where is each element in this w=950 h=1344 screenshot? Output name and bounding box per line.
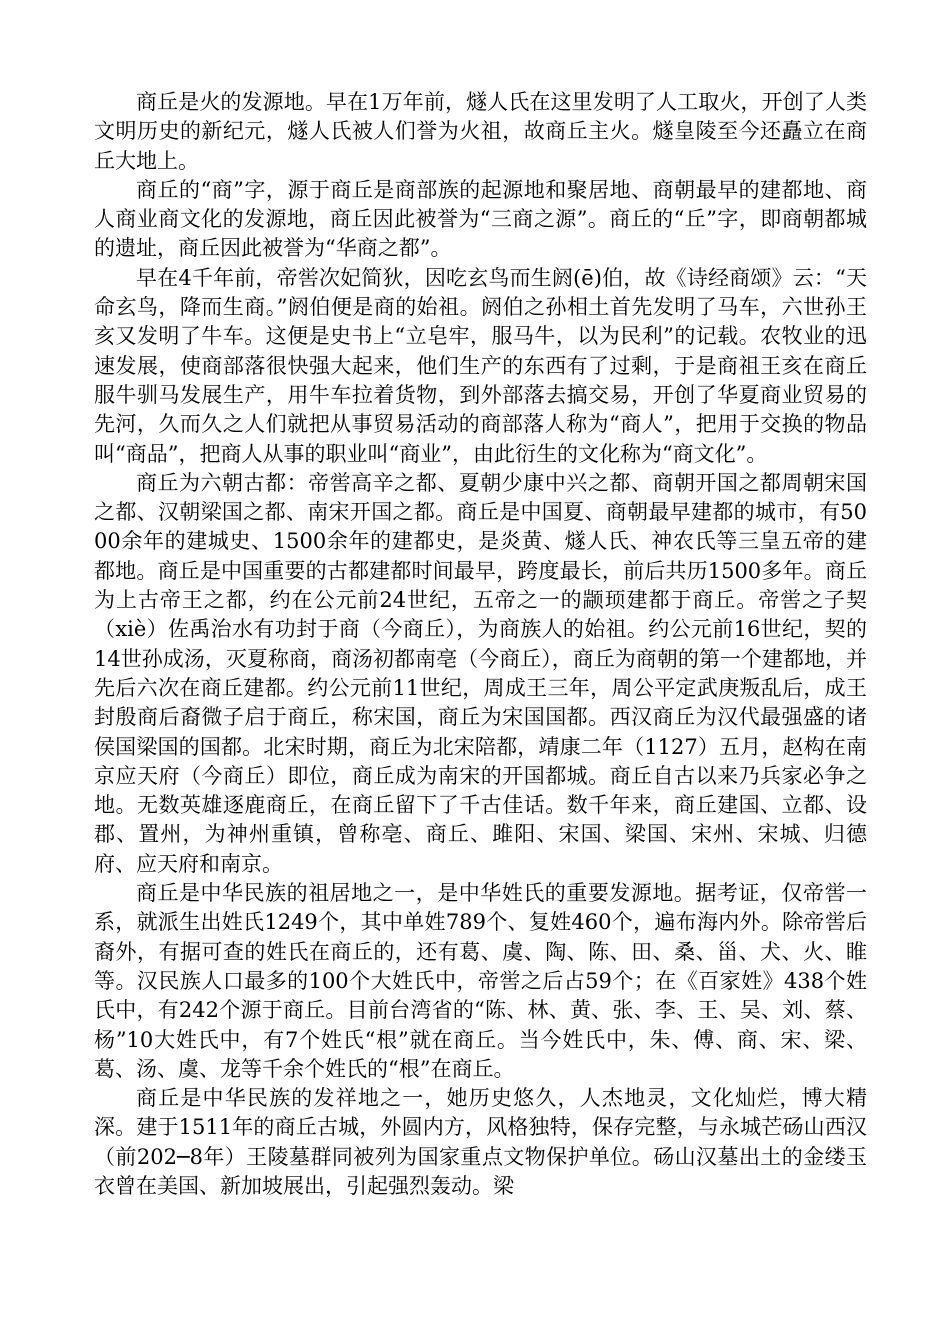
paragraph-surname-origin: 商丘是中华民族的祖居地之一，是中华姓氏的重要发源地。据考证，仅帝喾一系，就派生出姓氏1249个，其中单姓789个、复姓460个，遍布海内外。除帝喾后裔外，有据可查的姓氏在商丘的，还有葛、虞、陶、陈、田、桑、甾、犬、火、睢等。汉民族人口最多的100个大姓氏中，帝喾之后占59个；在《百家姓》438个姓氏中，有242个源于商丘。目前台湾省的“陈、林、黄、张、李、王、吴、刘、蔡、杨”10大姓氏中，有7个姓氏“根”就在商丘。当今姓氏中，朱、傅、商、宋、梁、葛、汤、虞、龙等千余个姓氏的“根”在商丘。 (94, 881, 867, 1081)
document-body (94, 88, 867, 1201)
paragraph-ancient-capital: 商丘为六朝古都：帝喾高辛之都、夏朝少康中兴之都、商朝开国之都周朝宋国之都、汉朝梁国之都、南宋开国之都。商丘是中国夏、商朝最早建都的城市，有5000余年的建城史、1500余年的建都史，是炎黄、燧人氏、神农氏等三皇五帝的建都地。商丘是中国重要的古都建都时间最早，跨度最长，前后共历1500多年。商丘为上古帝王之都，约在公元前24世纪，五帝之一的颛顼建都于商丘。帝喾之子契（xiè）佐禹治水有功封于商（今商丘），为商族人的始祖。约公元前16世纪，契的14世孙成汤，灭夏称商，商汤初都南亳（今商丘），商丘为商朝的第一个建都地，并先后六次在商丘建都。约公元前11世纪，周成王三年，周公平定武庚叛乱后，成王封殷商后裔微子启于商丘，称宋国，商丘为宋国国都。西汉商丘为汉代最强盛的诸侯国梁国的国都。北宋时期，商丘为北宋陪都，靖康二年（1127）五月，赵构在南京应天府（今商丘）即位，商丘成为南宋的开国都城。商丘自古以来乃兵家必争之地。无数英雄逐鹿商丘，在商丘留下了千古佳话。数千年来，商丘建国、立都、设郡、置州，为神州重镇，曾称亳、商丘、雎阳、宋国、梁国、宋州、宋城、归德府、应天府和南京。 (94, 470, 867, 876)
paragraph-shang-name: 商丘的“商”字，源于商丘是商部族的起源地和聚居地、商朝最早的建都地、商人商业商文化的发源地，商丘因此被誉为“三商之源”。商丘的“丘”字，即商朝都城的遗址，商丘因此被誉为“华商之都”。 (94, 177, 867, 261)
paragraph-shang-ancestor: 早在4千年前，帝喾次妃简狄，因吃玄鸟而生阏(ē)伯，故《诗经商颂》云：“天命玄鸟，降而生商。”阏伯便是商的始祖。阏伯之孙相土首先发明了马车，六世孙王亥又发明了牛车。这便是史书上“立皂牢，服马牛，以为民利”的记载。农牧业的迅速发展，使商部落很快强大起来，他们生产的东西有了过剩，于是商祖王亥在商丘服牛驯马发展生产，用牛车拉着货物，到外部落去搞交易，开创了华夏商业贸易的先河，久而久之人们就把从事贸易活动的商部落人称为“商人”，把用于交换的物品叫“商品”，把商人从事的职业叫“商业”，由此衍生的文化称为“商文化”。 (94, 265, 867, 466)
paragraph-fire-origin: 商丘是火的发源地。早在1万年前，燧人氏在这里发明了人工取火，开创了人类文明历史的新纪元，燧人氏被人们誉为火祖，故商丘主火。燧皇陵至今还矗立在商丘大地上。 (94, 90, 867, 173)
paragraph-cultural-heritage: 商丘是中华民族的发祥地之一，她历史悠久，人杰地灵，文化灿烂，博大精深。建于1511年的商丘古城，外圆内方，风格独特，保存完整，与永城芒砀山西汉（前202─8年）王陵墓群同被列为国家重点文物保护单位。砀山汉墓出土的金缕玉衣曾在美国、新加坡展出，引起强烈轰动。梁 (94, 1086, 867, 1198)
